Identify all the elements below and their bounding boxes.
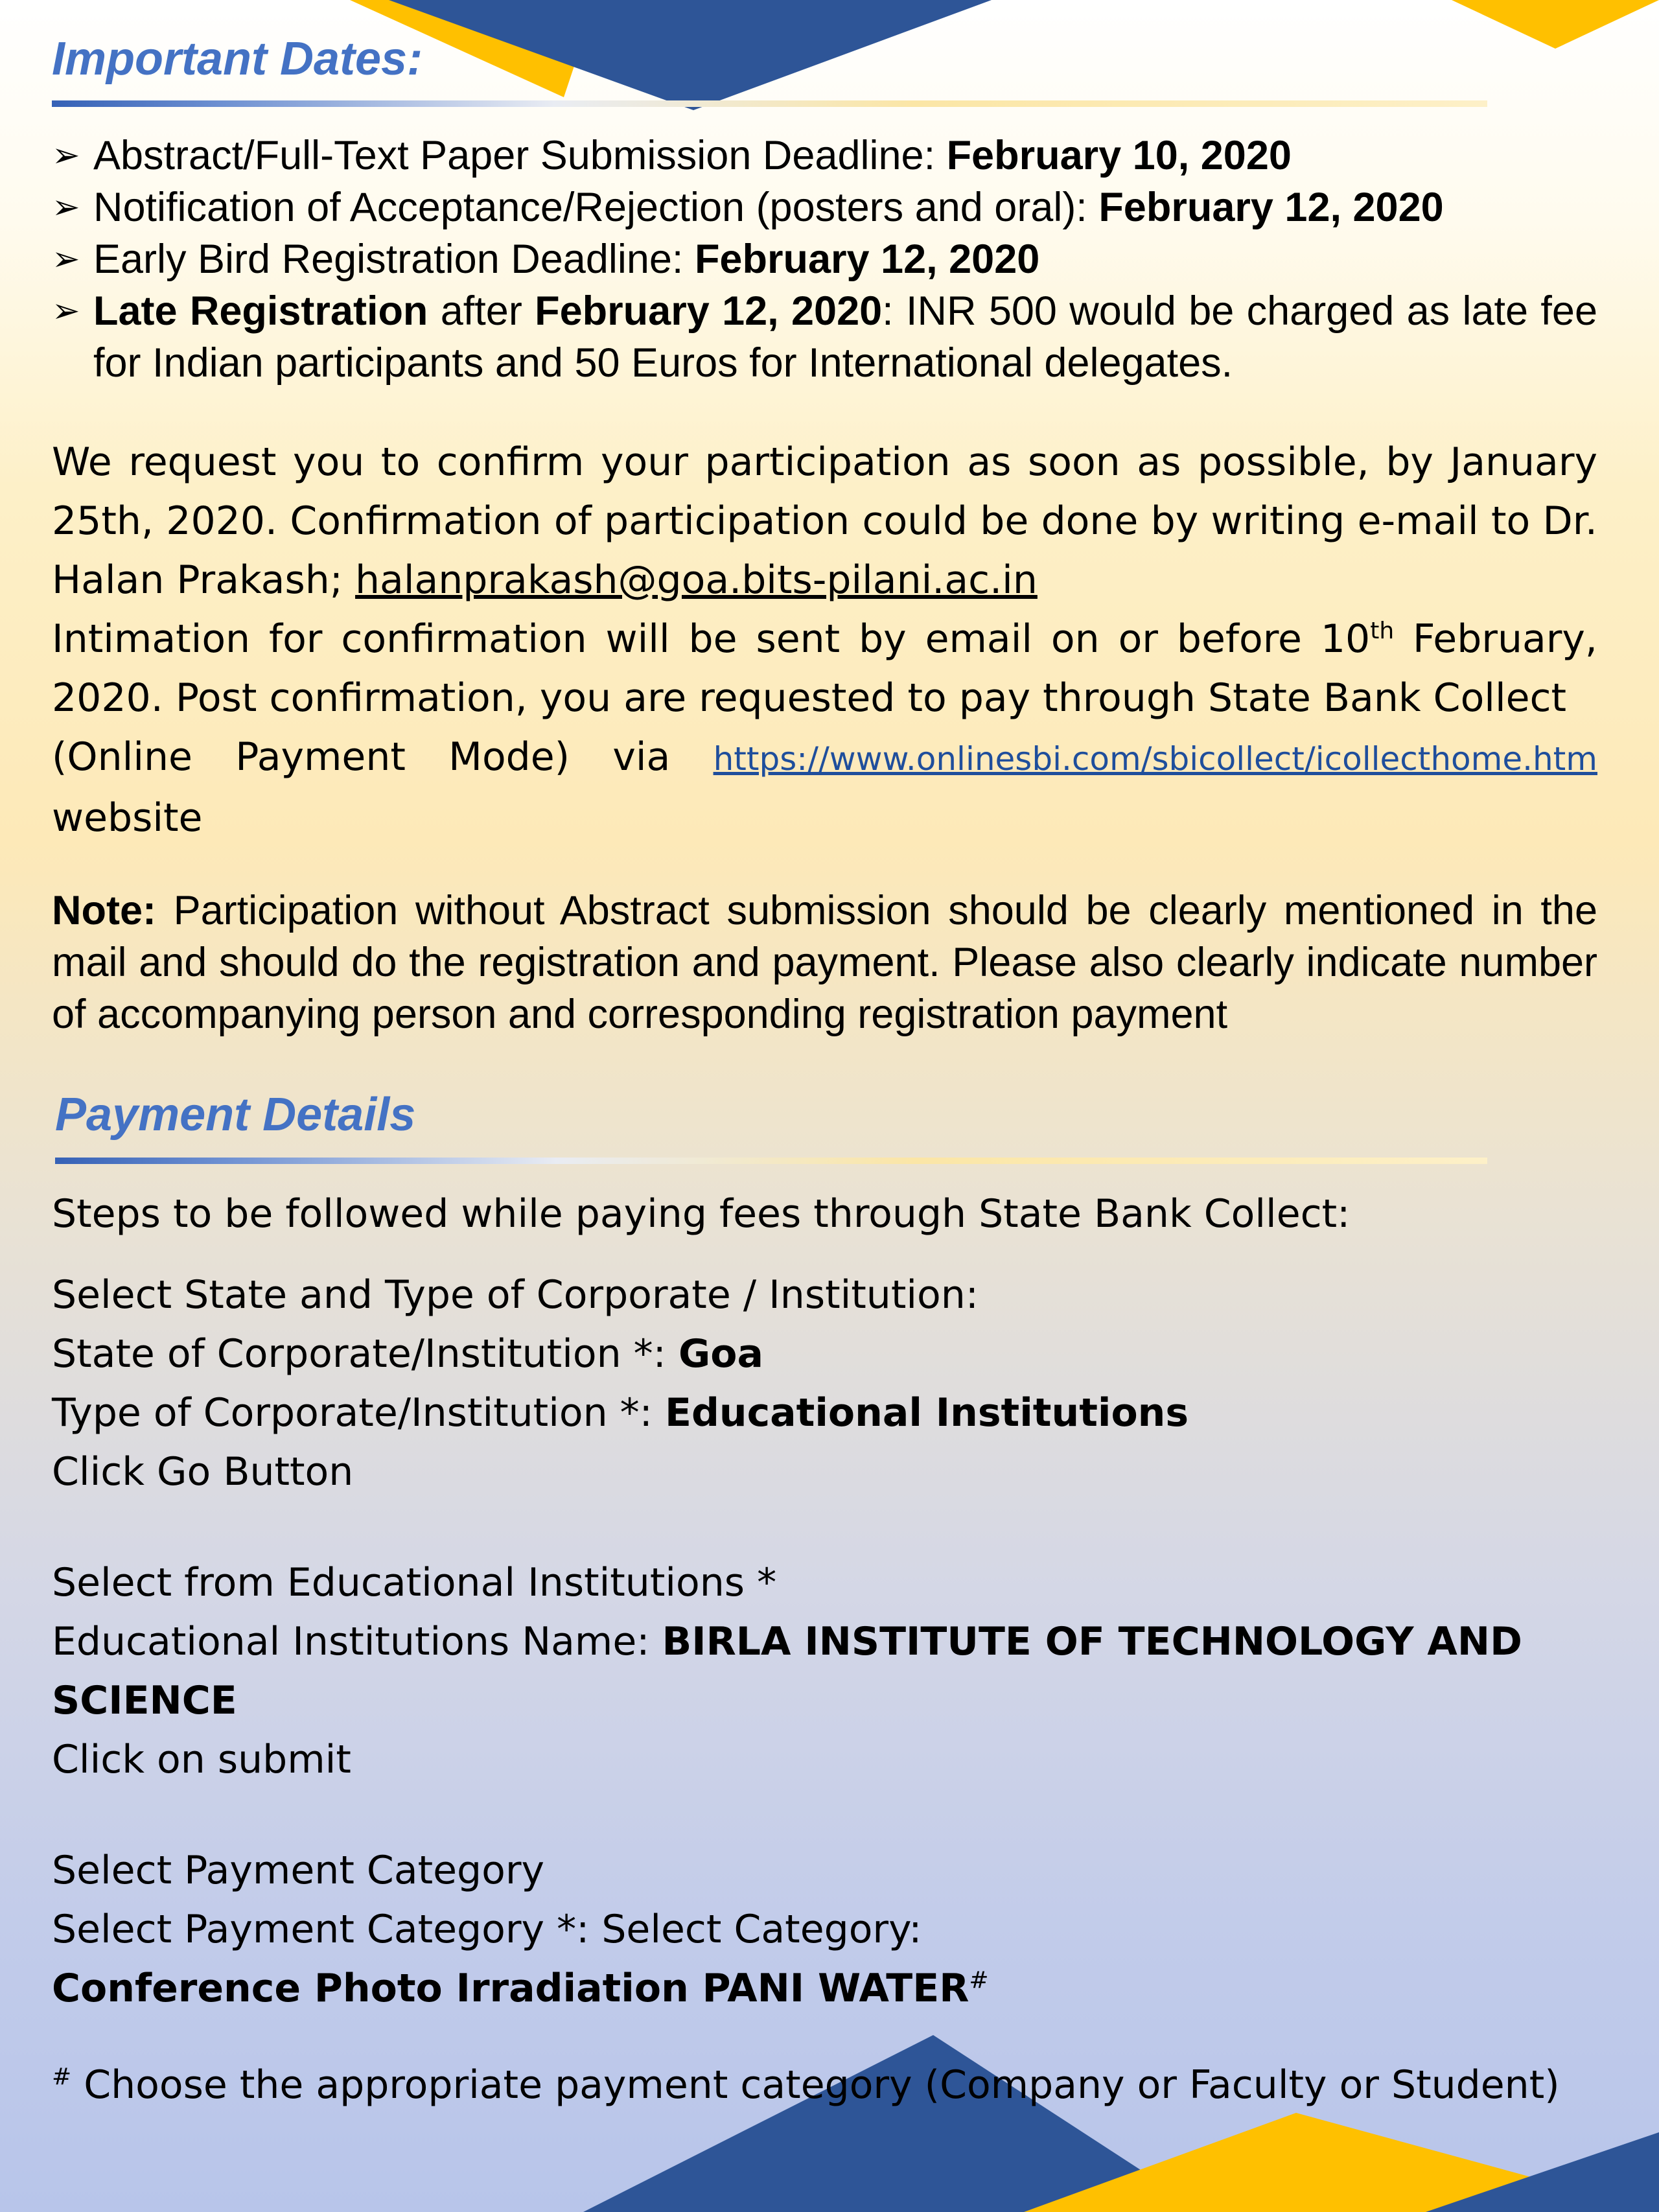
note-label: Note: [52,888,156,933]
type-line: Type of Corporate/Institution *: Educational Institutions [52,1390,1189,1436]
type-value: Educational Institutions [664,1390,1189,1436]
click-go: Click Go Button [52,1449,354,1495]
edu-value: BIRLA INSTITUTE OF TECHNOLOGY AND SCIENCE [52,1619,1522,1723]
steps-intro: Steps to be followed while paying fees through State Bank Collect: [52,1191,1351,1237]
contact-email-link[interactable]: halanprakash@goa.bits-pilani.ac.in [355,557,1038,603]
click-submit: Click on submit [52,1737,351,1782]
payment-mode-line: (Online Payment Mode) via https://www.onlinesbi.com/sbicollect/icollecthome.htm [52,734,1597,780]
date-item: ➢ Early Bird Registration Deadline: February 12, 2020 [52,233,1597,285]
payment-steps [52,1185,1607,2115]
note-block [52,885,1597,1040]
select-edu: Select from Educational Institutions * [52,1560,777,1605]
date-item: ➢ Abstract/Full-Text Paper Submission Deadline: February 10, 2020 [52,130,1597,181]
state-line: State of Corporate/Institution *: Goa [52,1331,763,1377]
edu-line: Educational Institutions Name: BIRLA INSTITUTE OF TECHNOLOGY AND SCIENCE [52,1619,1522,1723]
heading-underline [52,100,1487,107]
select-category: Select Payment Category [52,1848,544,1893]
date-item: ➢ Notification of Acceptance/Rejection (posters and oral): February 12, 2020 [52,181,1597,233]
important-dates-header [52,33,1487,107]
footnote: # Choose the appropriate payment category (Company or Faculty or Student) [52,2062,1560,2108]
confirmation-block [52,433,1597,848]
payment-details-heading: Payment Details [55,1089,416,1141]
intimation-text: Intimation for confirmation will be sent by email on or before 10th February, 2020. Post confirmation, you are requested to pay through State Bank Collect [52,616,1597,721]
confirmation-request: We request you to confirm your participation as soon as possible, by January 25th, 2020. Confirmation of participation could be done by writing e-mail to Dr. Halan Prakash; halanprakash@goa.bits-pilani.ac.in [52,439,1597,603]
state-value: Goa [678,1331,763,1377]
late-registration-item: ➢ Late Registration after February 12, 2020: INR 500 would be charged as late fee for Indian participants and 50 Euros for International delegates. [52,285,1597,389]
sbi-collect-link[interactable]: https://www.onlinesbi.com/sbicollect/icollecthome.htm [713,740,1597,778]
payment-details-header [55,1091,1487,1164]
category-value-line: Conference Photo Irradiation PANI WATER# [52,1966,989,2011]
category-line: Select Payment Category *: Select Category: [52,1907,922,1952]
important-dates-list [52,130,1597,389]
website-word: website [52,795,203,841]
important-dates-heading: Important Dates: [52,33,423,85]
select-state-type: Select State and Type of Corporate / Institution: [52,1272,979,1318]
heading-underline [55,1158,1487,1164]
note-text: Participation without Abstract submission should be clearly mentioned in the mail and should do the registration and payment. Please also clearly indicate number of accompanying person and corresponding registration payment [52,888,1597,1037]
